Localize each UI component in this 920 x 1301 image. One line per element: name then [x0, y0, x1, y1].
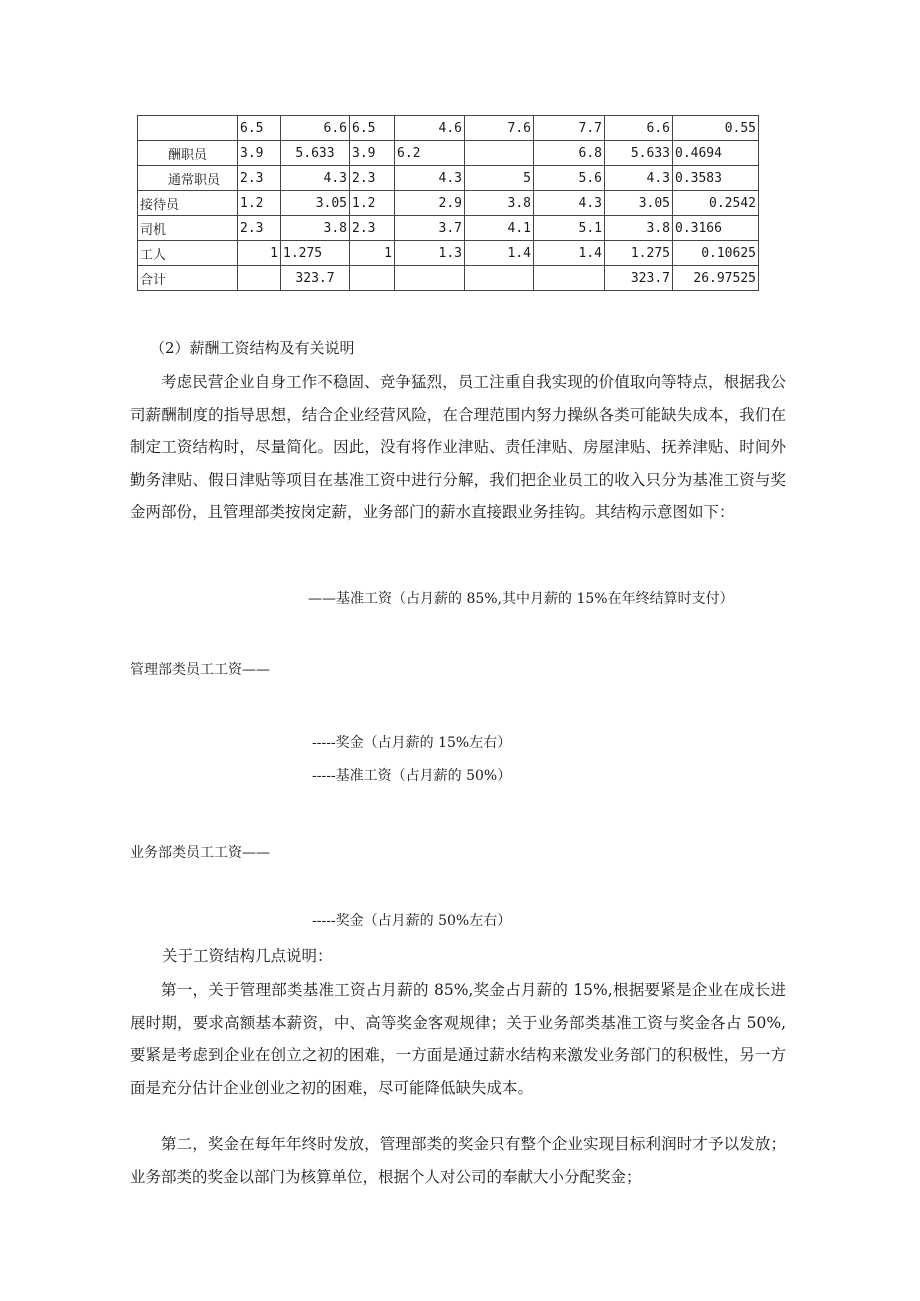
table-cell: 7.7 — [534, 116, 605, 141]
table-cell — [395, 266, 465, 291]
intro-paragraph — [130, 366, 786, 529]
table-cell: 5.1 — [534, 216, 605, 241]
table-cell: 1.3 — [395, 241, 465, 266]
notes-heading: 关于工资结构几点说明： — [162, 947, 333, 965]
table-cell: 3.05 — [605, 191, 673, 216]
table-row — [138, 191, 759, 216]
intro-text: 考虑民营企业自身工作不稳固、竞争猛烈，员工注重自我实现的价值取向等特点，根据我公司薪酬制度的指导思想，结合企业经营风险，在合理范围内努力操纵各类可能缺失成本，我们在制定工资结构时，尽量简化。因此，没有将作业津贴、责任津贴、房屋津贴、抚养津贴、时间外勤务津贴、假日津贴等项目在基准工资中进行分解，我们把企业员工的收入只分为基准工资与奖金两部份，且管理部类按岗定薪，业务部门的薪水直接跟业务挂钩。其结构示意图如下： — [130, 373, 786, 521]
row-label: 工人 — [138, 241, 238, 266]
row-label: 酬职员 — [138, 141, 238, 166]
table-cell: 2.3 — [238, 166, 281, 191]
table-cell: 1.2 — [238, 191, 281, 216]
row-label: 司机 — [138, 216, 238, 241]
table-cell: 6.2 — [395, 141, 465, 166]
note-2 — [130, 1128, 786, 1193]
section-heading: （2）薪酬工资结构及有关说明 — [150, 339, 355, 357]
table-cell: 323.7 — [605, 266, 673, 291]
table-cell: 3.7 — [395, 216, 465, 241]
table-cell: 2.3 — [238, 216, 281, 241]
row-label — [138, 116, 238, 141]
table-cell: 2.3 — [350, 166, 395, 191]
table-cell: 4.3 — [281, 166, 350, 191]
table-cell: 6.5 — [350, 116, 395, 141]
table-row — [138, 241, 759, 266]
table-cell: 5.6 — [534, 166, 605, 191]
table-cell: 0.4694 — [673, 141, 759, 166]
table-cell: 2.3 — [350, 216, 395, 241]
table-cell: 1.4 — [534, 241, 605, 266]
diagram-mgmt-label: 管理部类员工工资—— — [130, 662, 270, 678]
table-cell: 1.275 — [605, 241, 673, 266]
table-cell — [350, 266, 395, 291]
table-cell: 4.3 — [605, 166, 673, 191]
table-cell: 3.9 — [238, 141, 281, 166]
table-cell: 3.8 — [281, 216, 350, 241]
table-cell: 1.2 — [350, 191, 395, 216]
table-cell: 4.3 — [395, 166, 465, 191]
table-cell: 0.2542 — [673, 191, 759, 216]
table-cell: 7.6 — [465, 116, 534, 141]
table-cell: 6.5 — [238, 116, 281, 141]
table-cell: 0.3166 — [673, 216, 759, 241]
table-cell: 6.8 — [534, 141, 605, 166]
table-cell: 5.633 — [605, 141, 673, 166]
diagram-biz-bonus: -----奖金（占月薪的 50%左右） — [312, 913, 512, 929]
table-cell: 5.633 — [281, 141, 350, 166]
table-cell — [465, 266, 534, 291]
table-row — [138, 216, 759, 241]
row-label: 接待员 — [138, 191, 238, 216]
table-cell: 0.10625 — [673, 241, 759, 266]
table-cell: 1 — [350, 241, 395, 266]
table-cell: 3.05 — [281, 191, 350, 216]
table-cell: 4.6 — [395, 116, 465, 141]
row-label: 合计 — [138, 266, 238, 291]
table-row — [138, 266, 759, 291]
table-cell: 4.3 — [534, 191, 605, 216]
table-cell: 1.275 — [281, 241, 350, 266]
table-cell: 5 — [465, 166, 534, 191]
table-cell — [534, 266, 605, 291]
salary-table — [137, 115, 759, 291]
table-cell: 4.1 — [465, 216, 534, 241]
table-cell: 3.8 — [465, 191, 534, 216]
table-cell: 1 — [238, 241, 281, 266]
note-1-text: 第一，关于管理部类基准工资占月薪的 85%,奖金占月薪的 15%,根据要紧是企业在成长进展时期，要求高额基本薪资，中、高等奖金客观规律；关于业务部类基准工资与奖金各占 50%,要紧是考虑到企业在创立之初的困难，一方面是通过薪水结构来激发业务部门的积极性，另一方面是充分估计企业创业之初的困难，尽可能降低缺失成本。 — [130, 981, 786, 1097]
table-cell: 6.6 — [281, 116, 350, 141]
table-cell — [465, 141, 534, 166]
table-row — [138, 116, 759, 141]
table-cell: 3.8 — [605, 216, 673, 241]
diagram-mgmt-base-pay: ——基准工资（占月薪的 85%,其中月薪的 15%在年终结算时支付） — [308, 591, 734, 607]
table-cell: 0.55 — [673, 116, 759, 141]
table-row — [138, 166, 759, 191]
table-cell: 26.97525 — [673, 266, 759, 291]
table-cell: 0.3583 — [673, 166, 759, 191]
table-cell: 6.6 — [605, 116, 673, 141]
table-cell — [238, 266, 281, 291]
table-cell: 3.9 — [350, 141, 395, 166]
diagram-biz-label: 业务部类员工工资—— — [130, 845, 270, 861]
table-cell: 2.9 — [395, 191, 465, 216]
note-2-text: 第二，奖金在每年年终时发放，管理部类的奖金只有整个企业实现目标利润时才予以发放；业务部类的奖金以部门为核算单位，根据个人对公司的奉献大小分配奖金； — [130, 1135, 786, 1186]
diagram-biz-base-pay: -----基准工资（占月薪的 50%） — [312, 768, 512, 784]
table-cell: 323.7 — [281, 266, 350, 291]
table-row — [138, 141, 759, 166]
table-cell: 1.4 — [465, 241, 534, 266]
diagram-mgmt-bonus: -----奖金（占月薪的 15%左右） — [312, 735, 512, 751]
row-label: 通常职员 — [138, 166, 238, 191]
note-1 — [130, 974, 786, 1104]
